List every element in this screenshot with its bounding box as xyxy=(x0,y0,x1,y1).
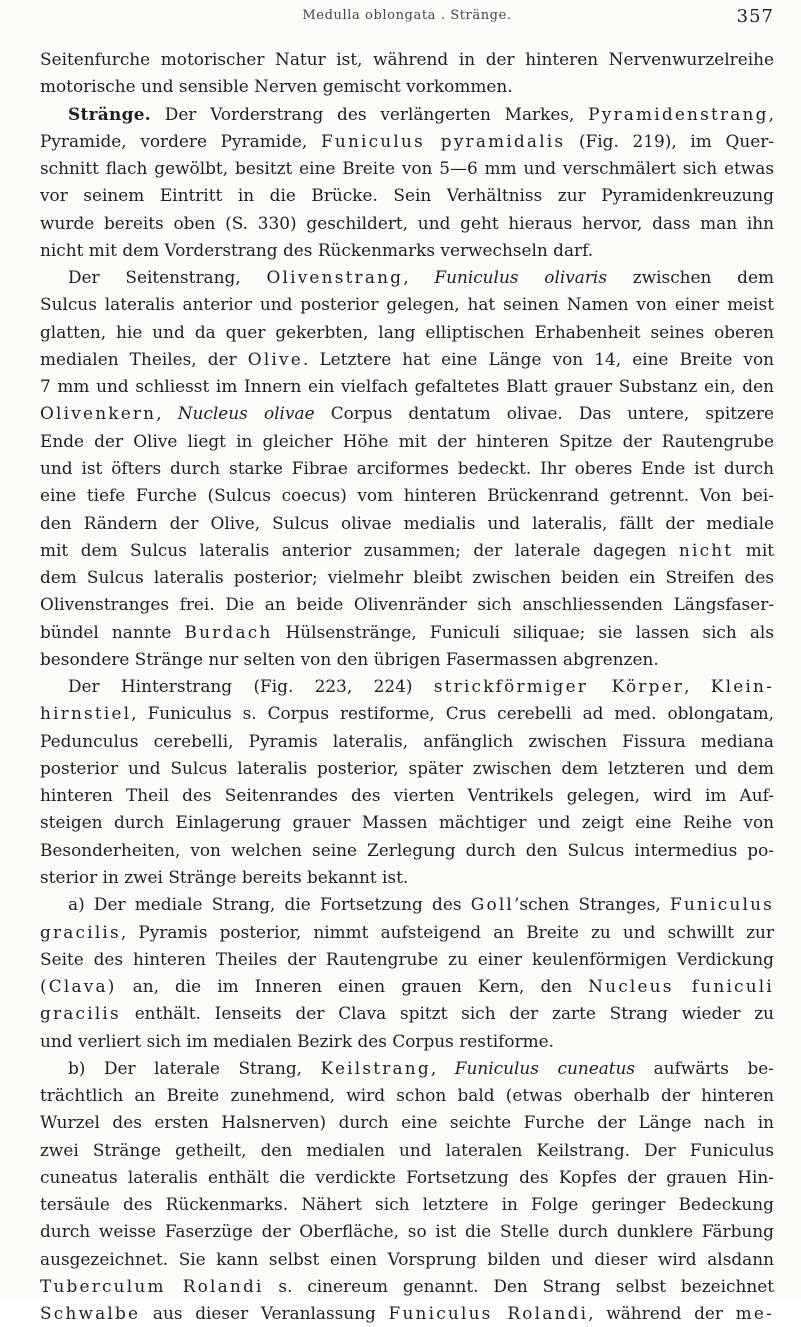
text-run: zwei Stränge getheilt, den medialen und lateralen Keilstrang. Der Funiculus xyxy=(40,1139,774,1160)
text-run: , Pyramis posterior, nimmt aufsteigend an Breite zu und schwillt zur xyxy=(120,921,774,942)
spaced-term: hirnstiel xyxy=(40,703,132,724)
spaced-term: Funiculus xyxy=(670,894,775,915)
text-run: dem Sulcus lateralis posterior; vielmehr bleibt zwischen beiden ein Streifen des xyxy=(40,567,774,588)
text-run: und verliert sich im medialen Bezirk des Corpus restiforme. xyxy=(40,1030,555,1051)
text-line xyxy=(40,182,774,209)
text-run: , Funiculus s. Corpus restiforme, Crus cerebelli ad med. oblongatam, xyxy=(131,703,774,724)
text-line xyxy=(40,155,774,182)
text-run: 7 mm und schliesst im Innern ein vielfach gefaltetes Blatt grauer Substanz ein, den xyxy=(40,376,774,397)
text-line xyxy=(40,1082,774,1109)
text-run: wurde bereits oben (S. 330) geschildert, und geht hieraus hervor, dass man ihn xyxy=(40,212,774,233)
text-run: b) Der laterale Strang, xyxy=(68,1057,321,1078)
text-line xyxy=(40,673,774,700)
text-line xyxy=(40,1055,774,1082)
text-run: zwischen dem xyxy=(607,267,775,288)
spaced-term: Tuberculum Rolandi xyxy=(40,1275,264,1296)
text-line xyxy=(40,946,774,973)
text-line xyxy=(40,837,774,864)
text-run: trächtlich an Breite zunehmend, wird schon bald (etwas oberhalb der hinteren xyxy=(40,1085,774,1106)
running-title: Medulla oblongata . Stränge. xyxy=(302,8,512,23)
text-run: besondere Stränge nur selten von den übrigen Fasermassen abgrenzen. xyxy=(40,648,659,669)
text-line xyxy=(40,1000,774,1027)
text-line xyxy=(40,482,774,509)
spaced-term: Klein- xyxy=(710,676,775,697)
spaced-term: Schwalbe xyxy=(40,1303,141,1324)
text-line xyxy=(40,400,774,427)
text-run: glatten, hie und da quer gekerbten, lang elliptischen Erhabenheit seines oberen xyxy=(40,321,774,342)
spaced-term: (Clava) xyxy=(40,976,117,997)
spaced-term: Olivenkern xyxy=(40,403,157,424)
text-run: hinteren Theil des Seitenrandes des vierten Ventrikels gelegen, wird im Auf- xyxy=(40,785,774,806)
text-run: Wurzel des ersten Halsnerven) durch eine seichte Furche der Länge nach in xyxy=(40,1112,774,1133)
italic-term: Nucleus olivae xyxy=(177,403,315,424)
text-line xyxy=(40,1273,774,1300)
text-run: den Rändern der Olive, Sulcus olivae medialis und lateralis, fällt der mediale xyxy=(40,512,774,533)
spaced-term: Olivenstrang xyxy=(266,267,404,288)
text-run: nicht mit dem Vorderstrang des Rückenmarks verwechseln darf. xyxy=(40,239,594,260)
text-line xyxy=(40,591,774,618)
text-run: aufwärts be- xyxy=(635,1057,774,1078)
text-run: . Letztere hat eine Länge von 14, eine Breite von xyxy=(302,348,775,369)
body-text xyxy=(40,46,774,1327)
text-run: , xyxy=(684,676,711,697)
text-line xyxy=(40,564,774,591)
text-run: medialen Theiles, der xyxy=(40,348,248,369)
text-run: sterior in zwei Stränge bereits bekannt ist. xyxy=(40,866,409,887)
spaced-term: me- xyxy=(735,1303,774,1324)
text-run: Der Vorderstrang des verlängerten Markes, xyxy=(150,103,589,124)
text-run: eine tiefe Furche (Sulcus coecus) vom hinteren Brückenrand getrennt. Von bei- xyxy=(40,485,774,506)
text-run: , xyxy=(430,1057,455,1078)
text-run: enthält. Ienseits der Clava spitzt sich der zarte Strang wieder zu xyxy=(120,1003,774,1024)
spaced-term: gracilis xyxy=(40,1003,121,1024)
text-line xyxy=(40,46,774,73)
text-line xyxy=(40,973,774,1000)
spaced-term: Nucleus funiculi xyxy=(588,976,774,997)
text-line xyxy=(40,1246,774,1273)
text-line xyxy=(40,755,774,782)
text-run: bündel nannte xyxy=(40,621,185,642)
text-line xyxy=(40,428,774,455)
text-line xyxy=(40,101,774,128)
text-line xyxy=(40,700,774,727)
text-run: ausgezeichnet. Sie kann selbst einen Vorsprung bilden und dieser wird alsdann xyxy=(40,1248,774,1269)
text-line xyxy=(40,128,774,155)
spaced-term: Olive xyxy=(247,348,303,369)
text-run: Pedunculus cerebelli, Pyramis lateralis, anfänglich zwischen Fissura mediana xyxy=(40,730,774,751)
text-line xyxy=(40,1109,774,1136)
spaced-term: strickförmiger Körper xyxy=(433,676,685,697)
text-run: Olivenstranges frei. Die an beide Olivenränder sich anschliessenden Längsfaser- xyxy=(40,594,774,615)
text-run: schnitt flach gewölbt, besitzt eine Breite von 5—6 mm und verschmälert sich etwas xyxy=(40,158,774,179)
text-line xyxy=(40,319,774,346)
spaced-term: gracilis xyxy=(40,921,121,942)
text-run: mit xyxy=(733,539,775,560)
text-run: Seitenfurche motorischer Natur ist, während in der hinteren Nervenwurzelreihe xyxy=(40,49,774,69)
text-line xyxy=(40,264,774,291)
page-number: 357 xyxy=(736,6,774,27)
spaced-term: Funiculus Rolandi xyxy=(388,1303,589,1324)
text-run: Seite des hinteren Theiles der Rautengrube zu einer keulenförmigen Verdickung xyxy=(40,948,774,969)
text-run: , xyxy=(156,403,178,424)
text-run: vor seinem Eintritt in die Brücke. Sein Verhältniss zur Pyramidenkreuzung xyxy=(40,185,774,206)
text-run: motorische und sensible Nerven gemischt vorkommen. xyxy=(40,76,513,97)
text-run: an, die im Inneren einen grauen Kern, den xyxy=(116,976,589,997)
text-line xyxy=(40,1137,774,1164)
text-run: tersäule des Rückenmarks. Nähert sich letztere in Folge geringer Bedeckung xyxy=(40,1194,774,1215)
text-run: , während der xyxy=(588,1303,736,1324)
text-line xyxy=(40,237,774,264)
text-run: aus dieser Veranlassung xyxy=(140,1303,389,1324)
spaced-term: Burdach xyxy=(184,621,273,642)
text-line xyxy=(40,510,774,537)
text-run: ’schen Stranges, xyxy=(514,894,671,915)
text-line xyxy=(40,864,774,891)
italic-term: Funiculus cuneatus xyxy=(454,1057,636,1078)
text-run: durch weisse Faserzüge der Oberfläche, so ist die Stelle durch dunklere Färbung xyxy=(40,1221,774,1242)
text-run: cuneatus lateralis enthält die verdickte Fortsetzung des Kopfes der grauen Hin- xyxy=(40,1166,774,1187)
text-run: a) Der mediale Strang, die Fortsetzung des xyxy=(68,894,471,915)
text-run: Pyramide, vordere Pyramide, xyxy=(40,130,321,151)
text-run: Der Hinterstrang (Fig. 223, 224) xyxy=(68,676,434,697)
text-run: posterior und Sulcus lateralis posterior, später zwischen dem letzteren und dem xyxy=(40,757,774,778)
text-run: mit dem Sulcus lateralis anterior zusammen; der laterale dagegen xyxy=(40,539,679,560)
spaced-term: Keilstrang xyxy=(320,1057,431,1078)
text-line xyxy=(40,728,774,755)
text-line xyxy=(40,291,774,318)
text-run: , xyxy=(768,103,774,124)
text-line xyxy=(40,646,774,673)
text-run: Corpus dentatum olivae. Das untere, spitzere xyxy=(314,403,775,424)
text-run: Besonderheiten, von welchen seine Zerlegung durch den Sulcus intermedius po- xyxy=(40,839,774,860)
text-run: Der Seitenstrang, xyxy=(68,267,267,288)
text-line xyxy=(40,809,774,836)
text-line xyxy=(40,1164,774,1191)
text-line xyxy=(40,782,774,809)
text-line xyxy=(40,73,774,100)
text-line xyxy=(40,455,774,482)
text-line xyxy=(40,891,774,918)
text-line xyxy=(40,210,774,237)
text-line xyxy=(40,1191,774,1218)
text-line xyxy=(40,619,774,646)
text-line xyxy=(40,919,774,946)
spaced-term: Funiculus pyramidalis xyxy=(320,130,566,151)
text-run: Sulcus lateralis anterior und posterior gelegen, hat seinen Namen von einer meist xyxy=(40,294,774,315)
text-run: , xyxy=(403,267,435,288)
running-head xyxy=(40,6,774,36)
spaced-term: Goll xyxy=(470,894,515,915)
section-heading: Stränge. xyxy=(68,103,151,124)
spaced-term: Pyramidenstrang xyxy=(588,103,769,124)
text-line xyxy=(40,1218,774,1245)
text-line xyxy=(40,373,774,400)
text-line xyxy=(40,1028,774,1055)
text-line xyxy=(40,1300,774,1327)
text-run: Hülsenstränge, Funiculi siliquae; sie lassen sich als xyxy=(272,621,774,642)
text-run: und ist öfters durch starke Fibrae arciformes bedeckt. Ihr oberes Ende ist durch xyxy=(40,457,774,478)
italic-term: Funiculus olivaris xyxy=(434,267,608,288)
text-run: steigen durch Einlagerung grauer Massen mächtiger und zeigt eine Reihe von xyxy=(40,812,774,833)
text-run: (Fig. 219), im Quer- xyxy=(565,130,774,151)
text-run: Ende der Olive liegt in gleicher Höhe mit der hinteren Spitze der Rautengrube xyxy=(40,430,774,451)
text-line xyxy=(40,537,774,564)
text-run: s. cinereum genannt. Den Strang selbst bezeichnet xyxy=(263,1275,774,1296)
spaced-term: nicht xyxy=(678,539,734,560)
text-line xyxy=(40,346,774,373)
